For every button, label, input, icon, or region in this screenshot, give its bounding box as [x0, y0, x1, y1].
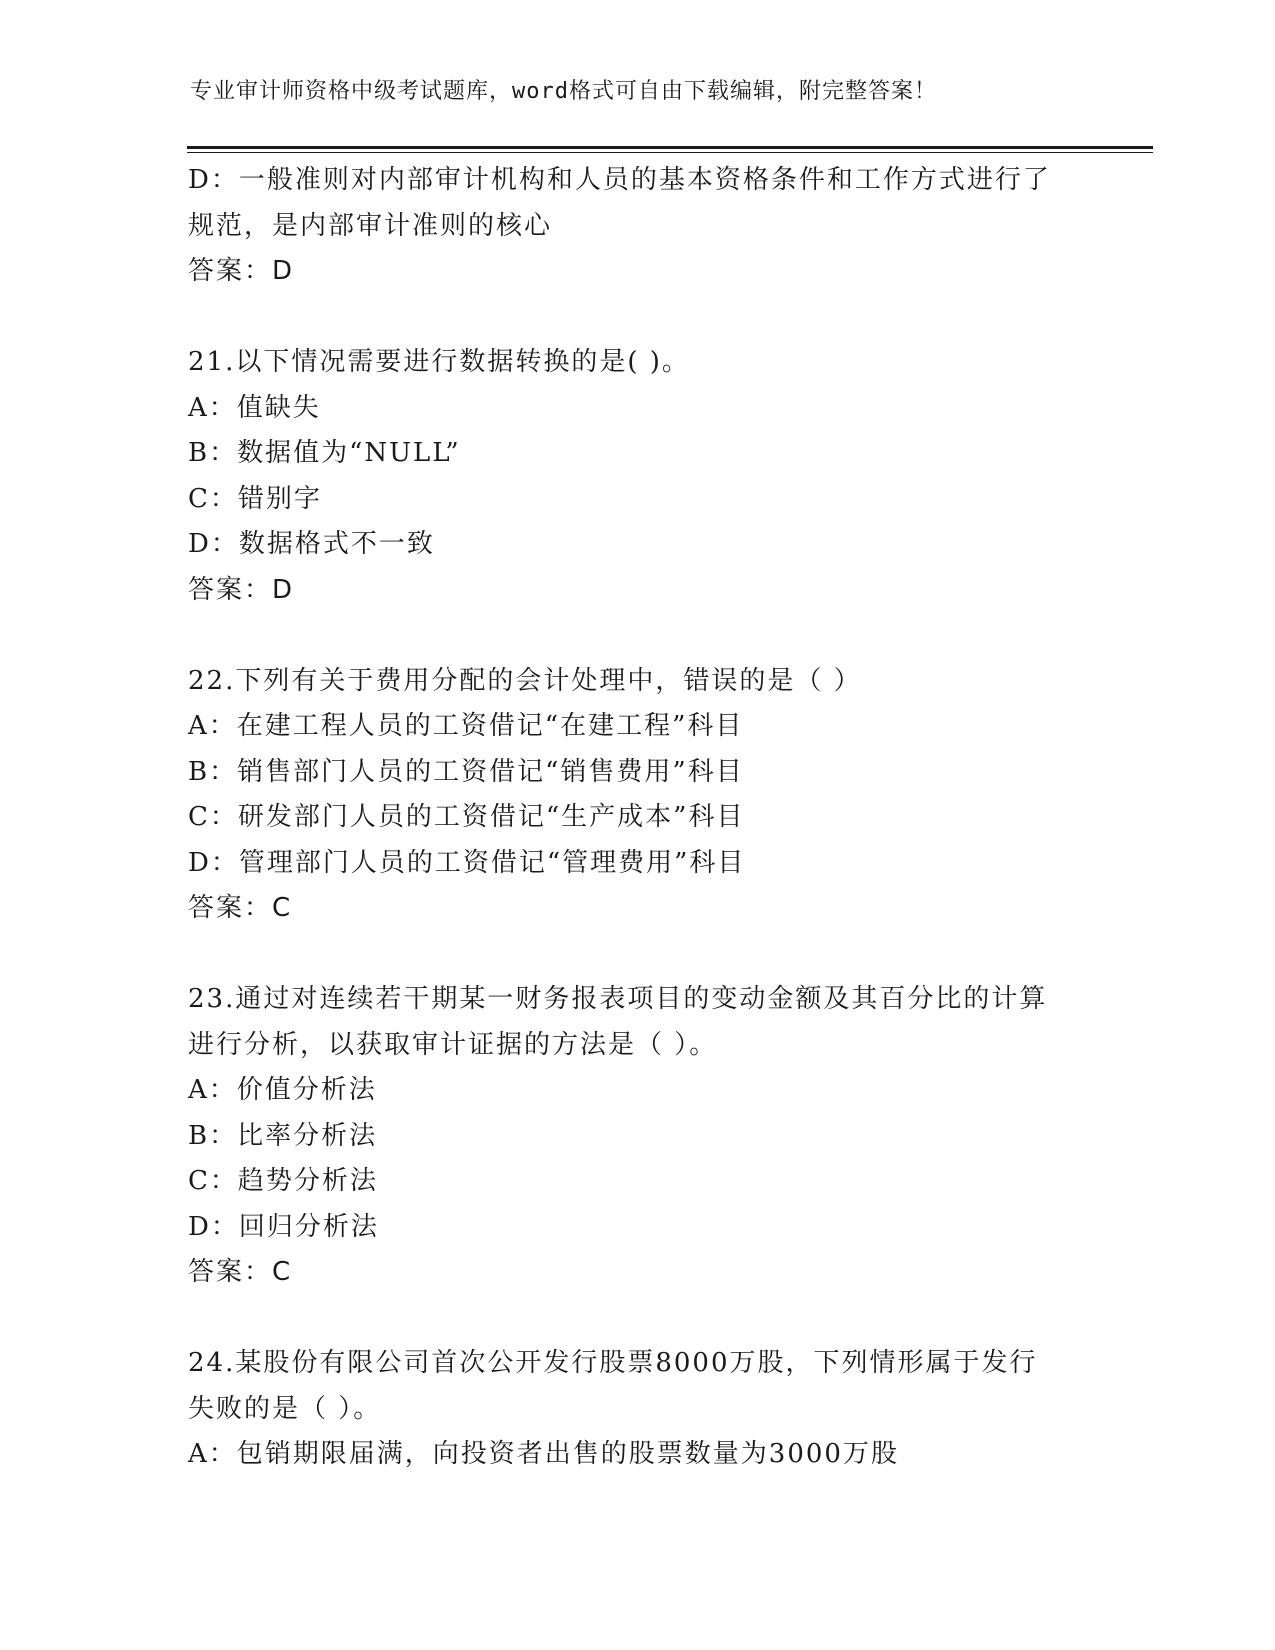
- option-c: C：错别字: [188, 483, 322, 514]
- question-stem: 22.下列有关于费用分配的会计处理中，错误的是（ ）: [188, 665, 862, 696]
- option-c: C：趋势分析法: [188, 1166, 378, 1196]
- option-d: D：数据格式不一致: [188, 529, 435, 559]
- option-d: D：回归分析法: [188, 1211, 379, 1242]
- option-b: B：数据值为“NULL”: [188, 438, 461, 468]
- question-stem: 21.以下情况需要进行数据转换的是( )。: [188, 347, 690, 377]
- question-stem: 23.通过对连续若干期某一财务报表项目的变动金额及其百分比的计算: [188, 984, 1048, 1014]
- option-a: A：在建工程人员的工资借记“在建工程”科目: [188, 711, 744, 741]
- answer-line: 答案：C: [188, 1257, 293, 1287]
- option-d: D：管理部门人员的工资借记“管理费用”科目: [188, 847, 746, 878]
- question-block: [188, 340, 1088, 613]
- option-a: A：价值分析法: [188, 1075, 377, 1105]
- header-rule-thick: [187, 146, 1153, 149]
- question-block: [188, 977, 1088, 1296]
- question-stem: 24.某股份有限公司首次公开发行股票8000万股，下列情形属于发行: [188, 1348, 1038, 1378]
- question-list: [188, 158, 1088, 1478]
- question-line: D：一般准则对内部审计机构和人员的基本资格条件和工作方式进行了: [188, 165, 1051, 195]
- question-line: 规范，是内部审计准则的核心: [188, 210, 553, 241]
- answer-line: 答案：D: [188, 256, 295, 286]
- question-block: [188, 659, 1088, 932]
- question-block: [188, 158, 1088, 295]
- header-rule-thin: [187, 152, 1153, 153]
- answer-line: 答案：D: [188, 574, 295, 605]
- question-stem-continued: 失败的是（ ）。: [188, 1393, 382, 1424]
- option-b: B：销售部门人员的工资借记“销售费用”科目: [188, 756, 744, 787]
- question-stem-continued: 进行分析，以获取审计证据的方法是（ ）。: [188, 1029, 718, 1060]
- answer-line: 答案：C: [188, 893, 293, 923]
- question-block: [188, 1341, 1088, 1478]
- option-c: C：研发部门人员的工资借记“生产成本”科目: [188, 802, 745, 832]
- option-a: A：值缺失: [188, 392, 321, 423]
- page-header: 专业审计师资格中级考试题库，word格式可自由下载编辑，附完整答案！: [190, 79, 937, 104]
- option-b: B：比率分析法: [188, 1120, 378, 1151]
- option-a: A：包销期限届满，向投资者出售的股票数量为3000万股: [188, 1439, 899, 1469]
